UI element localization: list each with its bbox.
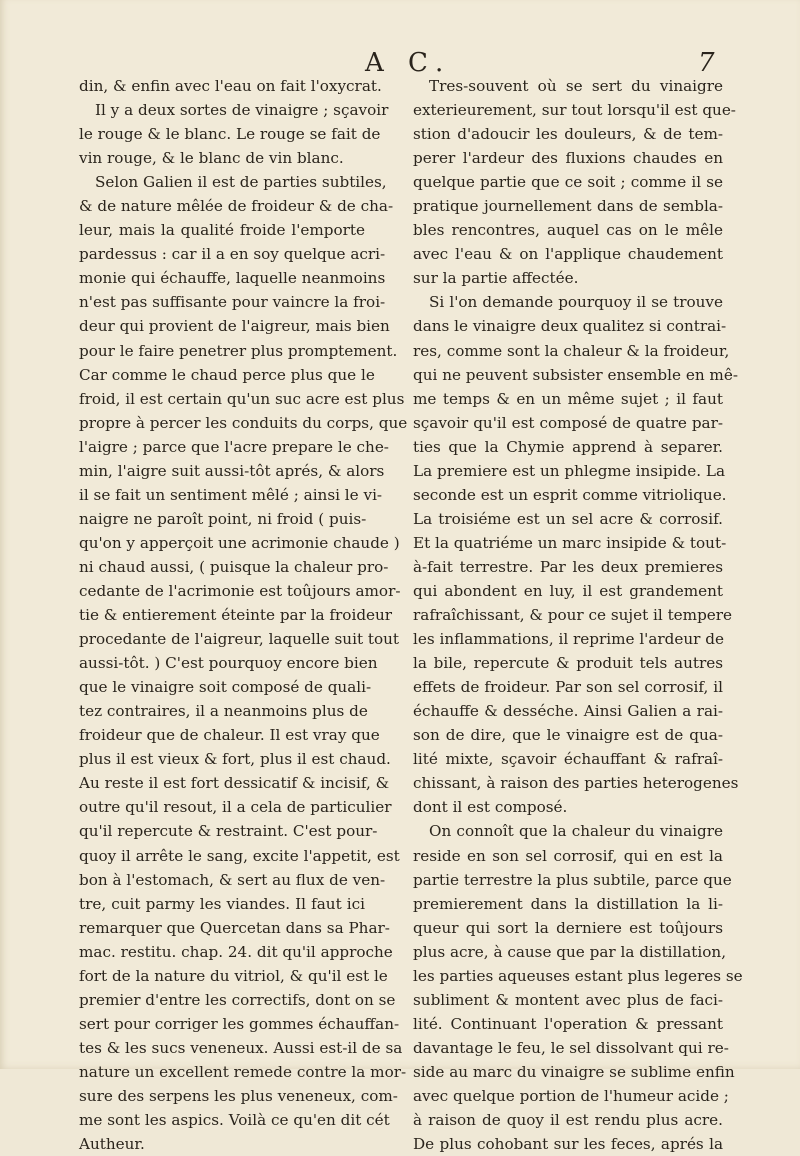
text-line: froid, il est certain qu'un suc acre est plus: [79, 389, 405, 408]
text-line: Autheur.: [79, 1135, 145, 1154]
text-line: sert pour corriger les gommes échauffan-: [79, 1014, 400, 1033]
text-line: naigre ne paroît point, ni froid ( puis-: [79, 509, 367, 528]
text-line: ties que la Chymie apprend à separer.: [413, 437, 723, 456]
text-line: Il y a deux sortes de vinaigre ; sçavoir: [95, 101, 389, 120]
right-text-column: [413, 74, 743, 1156]
running-head: A C.: [365, 48, 452, 78]
text-line: premier d'entre les correctifs, dont on se: [79, 990, 396, 1009]
text-line: fort de la nature du vitriol, & qu'il est le: [79, 966, 388, 985]
text-line: Au reste il est fort dessicatif & incisif, &: [79, 774, 390, 793]
text-line: effets de froideur. Par son sel corrosif, il: [413, 678, 723, 697]
text-line: cedante de l'acrimonie est toûjours amor-: [79, 581, 401, 600]
text-line: remarquer que Quercetan dans sa Phar-: [79, 918, 390, 937]
text-line: seconde est un esprit comme vitriolique.: [413, 485, 727, 504]
text-line: sur la partie affectée.: [413, 269, 579, 288]
text-line: lité. Continuant l'operation & pressant: [413, 1014, 723, 1033]
left-text-column: [79, 74, 408, 1156]
text-line: n'est pas suffisante pour vaincre la froi-: [79, 293, 386, 312]
text-line: qui abondent en luy, il est grandement: [413, 581, 723, 600]
text-line: à raison de quoy il est rendu plus acre.: [413, 1111, 723, 1130]
text-line: On connoît que la chaleur du vinaigre: [429, 822, 723, 841]
text-line: me sont les aspics. Voilà ce qu'en dit cét: [79, 1111, 390, 1130]
text-line: dans le vinaigre deux qualitez si contrai-: [413, 317, 727, 336]
text-line: vin rouge, & le blanc de vin blanc.: [79, 149, 344, 168]
text-line: & de nature mêlée de froideur & de cha-: [79, 197, 394, 216]
text-line: tie & entierement éteinte par la froideur: [79, 606, 393, 625]
text-line: Si l'on demande pourquoy il se trouve: [429, 293, 723, 312]
text-line: ni chaud aussi, ( puisque la chaleur pro-: [79, 557, 389, 576]
text-line: tes & les sucs veneneux. Aussi est-il de sa: [79, 1038, 403, 1057]
text-line: l'aigre ; parce que l'acre prepare le che-: [79, 437, 389, 456]
text-line: exterieurement, sur tout lorsqu'il est que-: [413, 101, 736, 120]
text-line: avec quelque portion de l'humeur acide ;: [413, 1086, 729, 1105]
text-line: stion d'adoucir les douleurs, & de tem-: [413, 125, 723, 144]
text-line: reside en son sel corrosif, qui en est la: [413, 846, 723, 865]
text-line: min, l'aigre suit aussi-tôt aprés, & alors: [79, 461, 385, 480]
text-line: Car comme le chaud perce plus que le: [79, 365, 375, 384]
text-line: procedante de l'aigreur, laquelle suit tout: [79, 630, 400, 649]
text-line: sure des serpens les plus veneneux, com-: [79, 1086, 398, 1105]
text-line: premierement dans la distillation la li-: [413, 894, 723, 913]
text-line: deur qui provient de l'aigreur, mais bien: [79, 317, 390, 336]
text-line: à-fait terrestre. Par les deux premieres: [413, 557, 723, 576]
text-line: pardessus : car il a en soy quelque acri-: [79, 245, 386, 264]
text-line: leur, mais la qualité froide l'emporte: [79, 221, 365, 240]
text-line: Selon Galien il est de parties subtiles,: [95, 173, 387, 192]
text-line: sçavoir qu'il est composé de quatre par-: [413, 413, 723, 432]
text-line: aussi-tôt. ) C'est pourquoy encore bien: [79, 654, 378, 673]
text-line: rafraîchissant, & pour ce sujet il tempere: [413, 606, 733, 625]
text-line: qu'on y apperçoit une acrimonie chaude ): [79, 533, 400, 552]
text-line: outre qu'il resout, il a cela de particulier: [79, 798, 392, 817]
text-line: me temps & en un même sujet ; il faut: [413, 389, 723, 408]
text-line: propre à percer les conduits du corps, que: [79, 413, 408, 432]
page-number: 7: [698, 48, 715, 78]
text-line: La troisiéme est un sel acre & corrosif.: [413, 509, 723, 528]
text-line: échauffe & desséche. Ainsi Galien a rai-: [413, 702, 723, 721]
text-line: qui ne peuvent subsister ensemble en mê-: [413, 365, 738, 384]
text-line: mac. restitu. chap. 24. dit qu'il approche: [79, 942, 393, 961]
text-line: Tres-souvent où se sert du vinaigre: [429, 77, 723, 95]
text-line: les parties aqueuses estant plus legeres se: [413, 966, 743, 985]
text-line: froideur que de chaleur. Il est vray que: [79, 726, 380, 745]
text-line: pour le faire penetrer plus promptement.: [79, 341, 398, 360]
text-line: davantage le feu, le sel dissolvant qui re-: [413, 1038, 729, 1057]
text-line: quoy il arrête le sang, excite l'appetit, est: [79, 846, 400, 865]
text-line: subliment & montent avec plus de faci-: [413, 990, 723, 1009]
text-line: bles rencontres, auquel cas on le mêle: [413, 221, 723, 240]
text-line: dont il est composé.: [413, 798, 568, 817]
text-line: avec l'eau & on l'applique chaudement: [413, 245, 723, 264]
text-line: queur qui sort la derniere est toûjours: [413, 918, 723, 937]
text-line: la bile, repercute & produit tels autres: [413, 654, 723, 673]
text-line: tre, cuit parmy les viandes. Il faut ici: [79, 894, 365, 913]
text-line: pratique journellement dans de sembla-: [413, 197, 723, 216]
text-line: monie qui échauffe, laquelle neanmoins: [79, 269, 386, 288]
text-line: il se fait un sentiment mêlé ; ainsi le vi-: [79, 485, 383, 504]
text-line: les inflammations, il reprime l'ardeur de: [413, 630, 724, 649]
text-line: din, & enfin avec l'eau on fait l'oxycrat.: [79, 77, 382, 95]
text-line: De plus cohobant sur les feces, aprés la: [413, 1135, 723, 1154]
text-line: Et la quatriéme un marc insipide & tout-: [413, 533, 727, 552]
text-line: nature un excellent remede contre la mor-: [79, 1062, 407, 1081]
text-line: tez contraires, il a neanmoins plus de: [79, 702, 368, 721]
text-line: qu'il repercute & restraint. C'est pour-: [79, 822, 378, 841]
text-line: le rouge & le blanc. Le rouge se fait de: [79, 125, 381, 144]
text-line: bon à l'estomach, & sert au flux de ven-: [79, 870, 386, 889]
text-line: quelque partie que ce soit ; comme il se: [413, 173, 723, 192]
text-line: La premiere est un phlegme insipide. La: [413, 461, 726, 480]
text-line: perer l'ardeur des fluxions chaudes en: [413, 149, 723, 168]
text-line: side au marc du vinaigre se sublime enfin: [413, 1062, 735, 1081]
text-line: plus il est vieux & fort, plus il est chaud.: [79, 750, 391, 769]
text-line: son de dire, que le vinaigre est de qua-: [413, 726, 723, 745]
text-line: que le vinaigre soit composé de quali-: [79, 678, 372, 697]
text-line: partie terrestre la plus subtile, parce que: [413, 870, 732, 889]
text-line: lité mixte, sçavoir échauffant & rafraî-: [413, 750, 723, 769]
text-line: chissant, à raison des parties heterogenes: [413, 774, 739, 793]
text-line: plus acre, à cause que par la distillation,: [413, 942, 727, 961]
text-line: res, comme sont la chaleur & la froideur,: [413, 341, 730, 360]
